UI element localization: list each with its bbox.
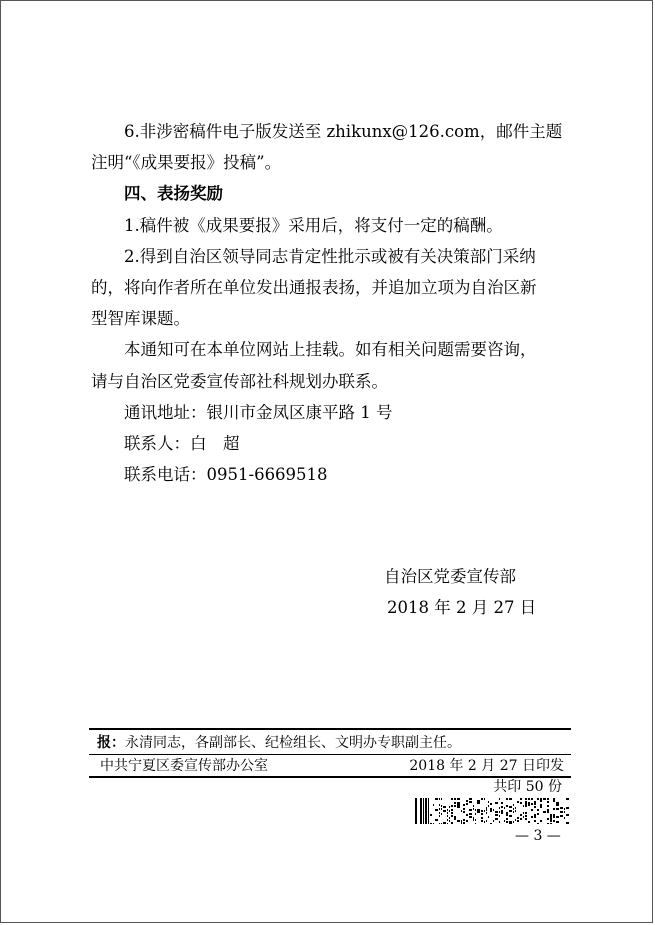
body-line: 6.非涉密稿件电子版发送至 zhikunx@126.com，邮件主题 bbox=[124, 122, 563, 141]
body-line: 2.得到自治区领导同志肯定性批示或被有关决策部门采纳 bbox=[124, 246, 536, 266]
issue-date: 2018 年 2 月 27 日印发 bbox=[409, 758, 564, 774]
footer-rule-top bbox=[89, 728, 571, 730]
body-line: 注明“《成果要报》投稿”。 bbox=[91, 153, 282, 173]
page-number: — 3 — bbox=[515, 828, 561, 844]
report-line bbox=[97, 734, 461, 752]
copies-count: 共印 50 份 bbox=[493, 779, 562, 795]
body-line: 1.稿件被《成果要报》采用后，将支付一定的稿酬。 bbox=[124, 215, 503, 235]
body-line: 联系电话：0951-6669518 bbox=[124, 465, 328, 485]
body-line: 通讯地址：银川市金凤区康平路 1 号 bbox=[124, 402, 393, 422]
barcode-image bbox=[415, 798, 569, 824]
body-line: 请与自治区党委宣传部社科规划办联系。 bbox=[91, 371, 388, 391]
body-line: 的，将向作者所在单位发出通报表扬，并追加立项为自治区新 bbox=[91, 278, 537, 297]
body-line: 本通知可在本单位网站上挂载。如有相关问题需要咨询， bbox=[124, 340, 537, 360]
section-heading: 四、表扬奖励 bbox=[124, 184, 223, 204]
signature-org: 自治区党委宣传部 bbox=[384, 567, 516, 586]
report-text: 永清同志，各副部长、纪检组长、文明办专职副主任。 bbox=[125, 735, 461, 751]
report-label: 报： bbox=[97, 735, 125, 751]
signature-date: 2018 年 2 月 27 日 bbox=[387, 598, 537, 617]
body-line: 型智库课题。 bbox=[91, 309, 190, 329]
footer-rule-middle bbox=[89, 754, 571, 755]
issuer-name: 中共宁夏区委宣传部办公室 bbox=[100, 758, 268, 774]
body-line: 联系人：白 超 bbox=[124, 434, 240, 453]
